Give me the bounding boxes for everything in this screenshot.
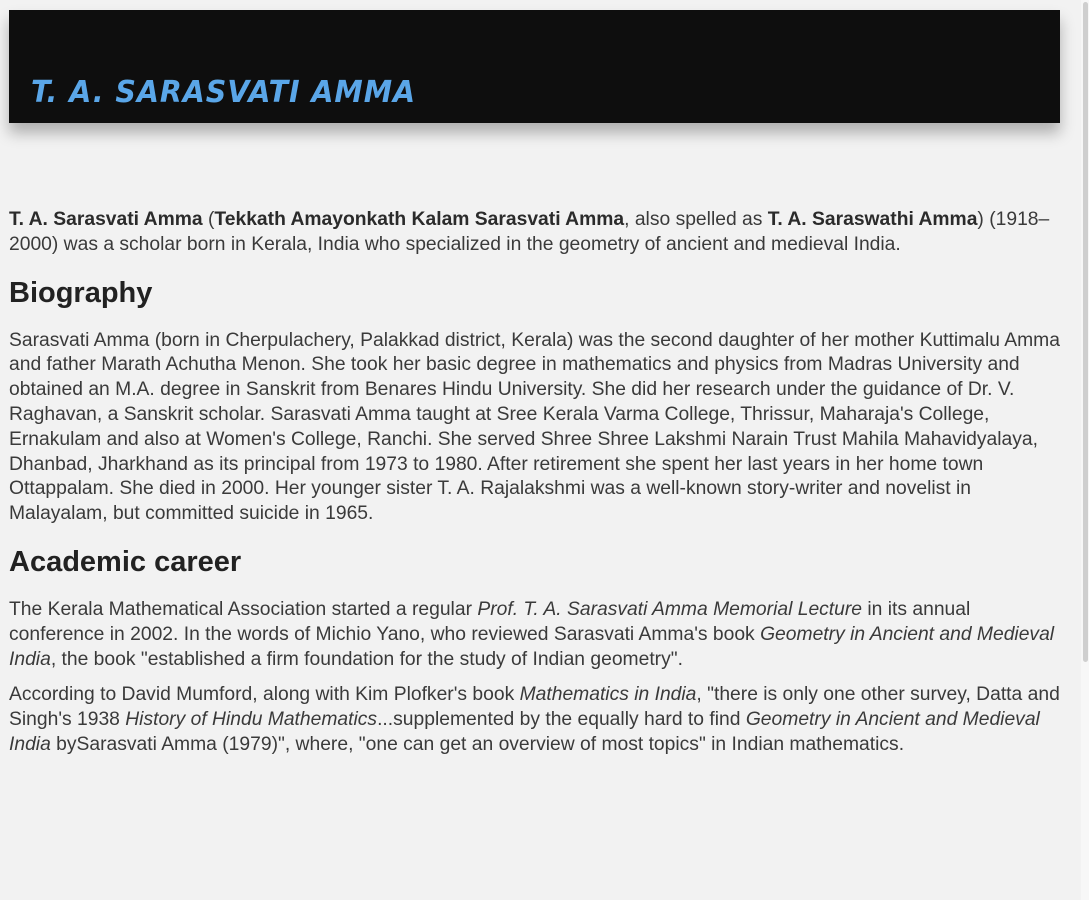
biography-heading: Biography	[9, 276, 153, 309]
intro-paragraph	[9, 208, 1061, 258]
lecture-title: Prof. T. A. Sarasvati Amma Memorial Lecture	[477, 598, 863, 620]
paragraph-text: bySarasvati Amma (1979)", where, "one can get an overview of most topics" in Indian mathematics.	[50, 733, 905, 755]
biography-paragraph: Sarasvati Amma (born in Cherpulachery, Palakkad district, Kerala) was the second daughter of her mother Kuttimalu Amma and father Marath Achutha Menon. She took her basic degree in mathematics and physics from Madras University and obtained an M.A. degree in Sanskrit from Benares Hindu University. She did her research under the guidance of Dr. V. Raghavan, a Sanskrit scholar. Sarasvati Amma taught at Sree Kerala Varma College, Thrissur, Maharaja's College, Ernakulam and also at Women's College, Ranchi. She served Shree Shree Lakshmi Narain Trust Mahila Mahavidyalaya, Dhanbad, Jharkhand as its principal from 1973 to 1980. After retirement she spent her last years in her home town Ottappalam. She died in 2000. Her younger sister T. A. Rajalakshmi was a well-known story-writer and novelist in Malayalam, but committed suicide in 1965.	[9, 329, 1060, 525]
book-title: Geometry in Ancient and Medieval India	[9, 709, 1040, 755]
paragraph-text: , "there is only one other survey, Datta and Singh's 1938	[9, 684, 1060, 731]
intro-text: , also spelled as	[624, 209, 768, 230]
paragraph-text: , the book "established a firm foundation for the study of Indian geometry".	[50, 648, 683, 670]
book-title: Mathematics in India	[519, 684, 697, 706]
academic-paragraph-2	[9, 683, 1061, 757]
vertical-scrollbar[interactable]	[1081, 0, 1089, 900]
article-body	[9, 208, 1061, 769]
paragraph-text: The Kerala Mathematical Association started a regular	[9, 598, 478, 620]
subject-full-name: Tekkath Amayonkath Kalam Sarasvati Amma	[214, 209, 625, 230]
intro-text: (	[202, 209, 215, 230]
paragraph-text: in its annual conference in 2002. In the words of Michio Yano, who reviewed Sarasvati Amma's book	[9, 598, 971, 645]
subject-name: T. A. Sarasvati Amma	[9, 209, 203, 230]
page-title: T. A. SARASVATI AMMA	[31, 75, 417, 110]
book-title: History of Hindu Mathematics	[125, 709, 378, 731]
paragraph-text: According to David Mumford, along with Kim Plofker's book	[9, 684, 520, 706]
academic-career-heading: Academic career	[9, 545, 242, 578]
subject-alt-spelling: T. A. Saraswathi Amma	[767, 209, 978, 230]
academic-paragraph-1	[9, 598, 1061, 672]
intro-text: ) (1918–2000) was a scholar born in Kerala, India who specialized in the geometry of ancient and medieval India.	[9, 209, 1050, 255]
header-banner	[9, 10, 1060, 123]
scrollbar-thumb[interactable]	[1083, 2, 1088, 662]
book-title: Geometry in Ancient and Medieval India	[9, 623, 1055, 670]
paragraph-text: ...supplemented by the equally hard to find	[377, 709, 746, 731]
